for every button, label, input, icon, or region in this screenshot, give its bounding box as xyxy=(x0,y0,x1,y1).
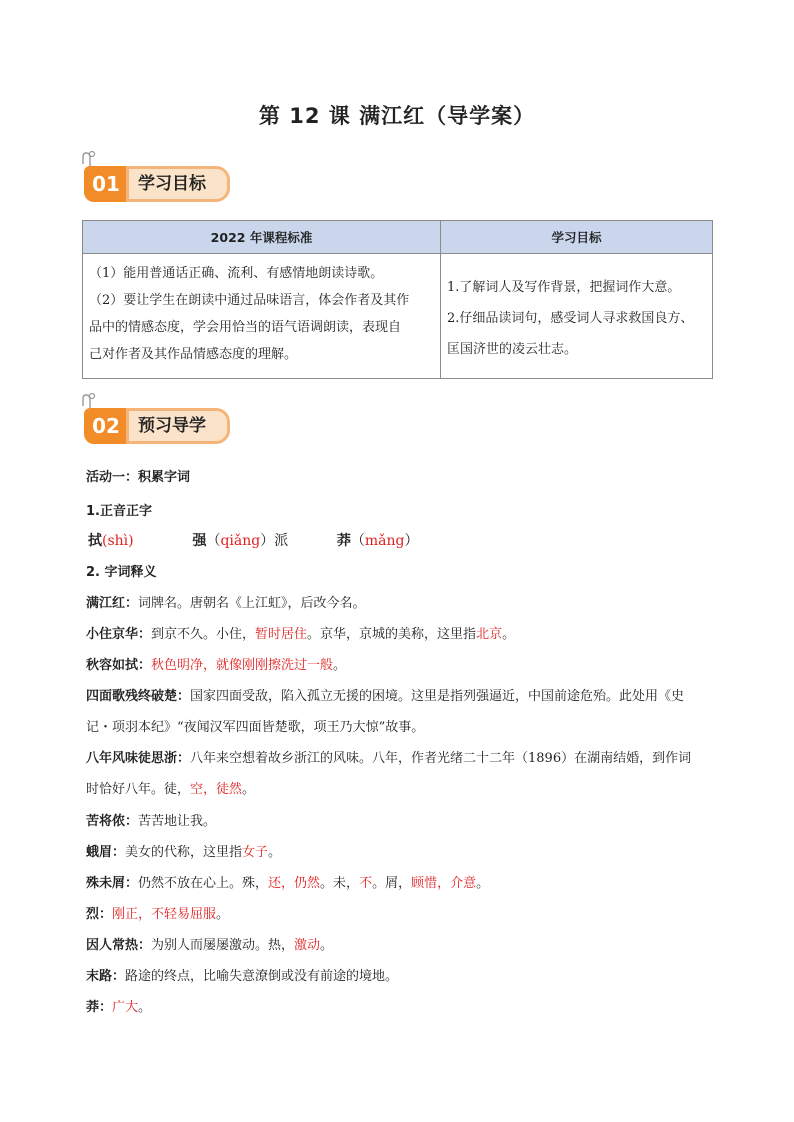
pron-item: 拭(shì) xyxy=(88,533,134,549)
glossary-term: 蛾眉： xyxy=(86,845,126,860)
glossary-line xyxy=(86,841,281,860)
glossary-line xyxy=(86,965,398,984)
glossary-line xyxy=(86,778,255,797)
objective-line: 2.仔细品读词句，感受词人寻求救国良方、 xyxy=(447,311,694,326)
glossary-highlight: 北京 xyxy=(476,627,503,642)
glossary-text: 国家四面受敌，陷入孤立无援的困境。这里是指列强逼近，中国前途危殆。此处用《史 xyxy=(190,689,685,704)
glossary-highlight: 还，仍然 xyxy=(268,876,321,891)
section-banner-preview xyxy=(82,402,232,446)
glossary-line xyxy=(86,872,489,891)
glossary-text: 苦苦地让我。 xyxy=(138,814,217,829)
subheading-pronunciation: 1.正音正字 xyxy=(86,504,152,519)
glossary-term: 因人常热： xyxy=(86,938,152,953)
glossary-text: 词牌名。唐朝名《上江虹》，后改今名。 xyxy=(138,596,366,611)
glossary-text: 。 xyxy=(138,1000,152,1015)
glossary-text: 。 xyxy=(268,845,282,860)
glossary-term: 莽： xyxy=(86,1000,113,1015)
glossary-line xyxy=(86,716,424,735)
section-label: 预习导学 xyxy=(126,408,230,444)
table-header-standard: 2022 年课程标准 xyxy=(83,221,441,254)
subheading-glossary: 2. 字词释义 xyxy=(86,565,157,580)
glossary-line xyxy=(86,810,216,829)
glossary-text: 八年来空想着故乡浙江的风味。八年，作者光绪二十二年（1896）在湖南结婚，到作词 xyxy=(190,751,692,766)
glossary-text: 。未， xyxy=(320,876,360,891)
glossary-line xyxy=(86,996,151,1015)
table-row xyxy=(83,254,713,379)
glossary-text: 。京华，京城的美称，这里指 xyxy=(307,627,477,642)
standard-line: 品中的情感态度，学会用恰当的语气语调朗读，表现自 xyxy=(89,320,402,335)
section-label: 学习目标 xyxy=(126,166,230,202)
glossary-highlight: 女子 xyxy=(242,845,269,860)
glossary-text: 记・项羽本纪》“夜闻汉军四面皆楚歌，项王乃大惊”故事。 xyxy=(86,720,425,735)
page-title: 第 12 课 满江红（导学案） xyxy=(258,104,536,128)
glossary-text: 。 xyxy=(476,876,490,891)
glossary-highlight: 广大 xyxy=(112,1000,139,1015)
glossary-line xyxy=(86,934,333,953)
section-number: 02 xyxy=(84,408,128,444)
table-header-objective: 学习目标 xyxy=(441,221,713,254)
glossary-term: 苦将侬： xyxy=(86,814,139,829)
glossary-highlight: 刚正，不轻易屈服 xyxy=(112,907,217,922)
glossary-term: 小住京华： xyxy=(86,627,152,642)
glossary-highlight: 空，徒然 xyxy=(190,782,243,797)
glossary-term: 殊未屑： xyxy=(86,876,139,891)
goals-table xyxy=(82,220,713,379)
glossary-text: 。 xyxy=(333,658,347,673)
pronunciation-row xyxy=(88,530,419,550)
glossary-term: 末路： xyxy=(86,969,126,984)
glossary-line xyxy=(86,592,366,611)
glossary-text: 。 xyxy=(502,627,516,642)
glossary-text: 仍然不放在心上。殊， xyxy=(138,876,269,891)
glossary-text: 。 xyxy=(242,782,256,797)
glossary-line xyxy=(86,903,229,922)
glossary-highlight: 顾惜，介意 xyxy=(411,876,477,891)
glossary-line xyxy=(86,654,346,673)
glossary-text: 到京不久。小住， xyxy=(151,627,256,642)
section-number: 01 xyxy=(84,166,128,202)
objective-line: 1.了解词人及写作背景，把握词作大意。 xyxy=(447,280,681,295)
glossary-highlight: 不 xyxy=(359,876,373,891)
pron-item: 强（qiǎng）派 xyxy=(192,533,289,549)
glossary-term: 四面歌残终破楚： xyxy=(86,689,191,704)
glossary-text: 为别人而屡屡激动。热， xyxy=(151,938,295,953)
glossary-text: 路途的终点，比喻失意潦倒或没有前途的境地。 xyxy=(125,969,399,984)
glossary-term: 八年风味徒思浙： xyxy=(86,751,191,766)
standard-line: 己对作者及其作品情感态度的理解。 xyxy=(89,347,298,362)
glossary-text: 。 xyxy=(216,907,230,922)
glossary-text: 美女的代称，这里指 xyxy=(125,845,243,860)
glossary-text: 时恰好八年。徒， xyxy=(86,782,191,797)
standard-line: （1）能用普通话正确、流利、有感情地朗读诗歌。 xyxy=(89,266,384,281)
activity-title: 活动一：积累字词 xyxy=(86,470,191,485)
glossary-text: 。屑， xyxy=(372,876,412,891)
glossary-line xyxy=(86,623,515,642)
glossary-line xyxy=(86,747,691,766)
objective-line: 匡国济世的凌云壮志。 xyxy=(447,342,578,357)
glossary-text: 。 xyxy=(320,938,334,953)
glossary-term: 烈： xyxy=(86,907,113,922)
glossary-highlight: 暂时居住 xyxy=(255,627,308,642)
standard-line: （2）要让学生在朗读中通过品味语言，体会作者及其作 xyxy=(89,293,410,308)
glossary-term: 秋容如拭： xyxy=(86,658,152,673)
section-banner-goals xyxy=(82,160,232,204)
glossary-line xyxy=(86,685,684,704)
glossary-term: 满江红： xyxy=(86,596,139,611)
glossary-highlight: 激动 xyxy=(294,938,321,953)
objectives-cell xyxy=(441,254,713,379)
standards-cell xyxy=(83,254,441,379)
pron-item: 莽（mǎng） xyxy=(336,533,419,549)
glossary-highlight: 秋色明净，就像刚刚擦洗过一般 xyxy=(151,658,334,673)
